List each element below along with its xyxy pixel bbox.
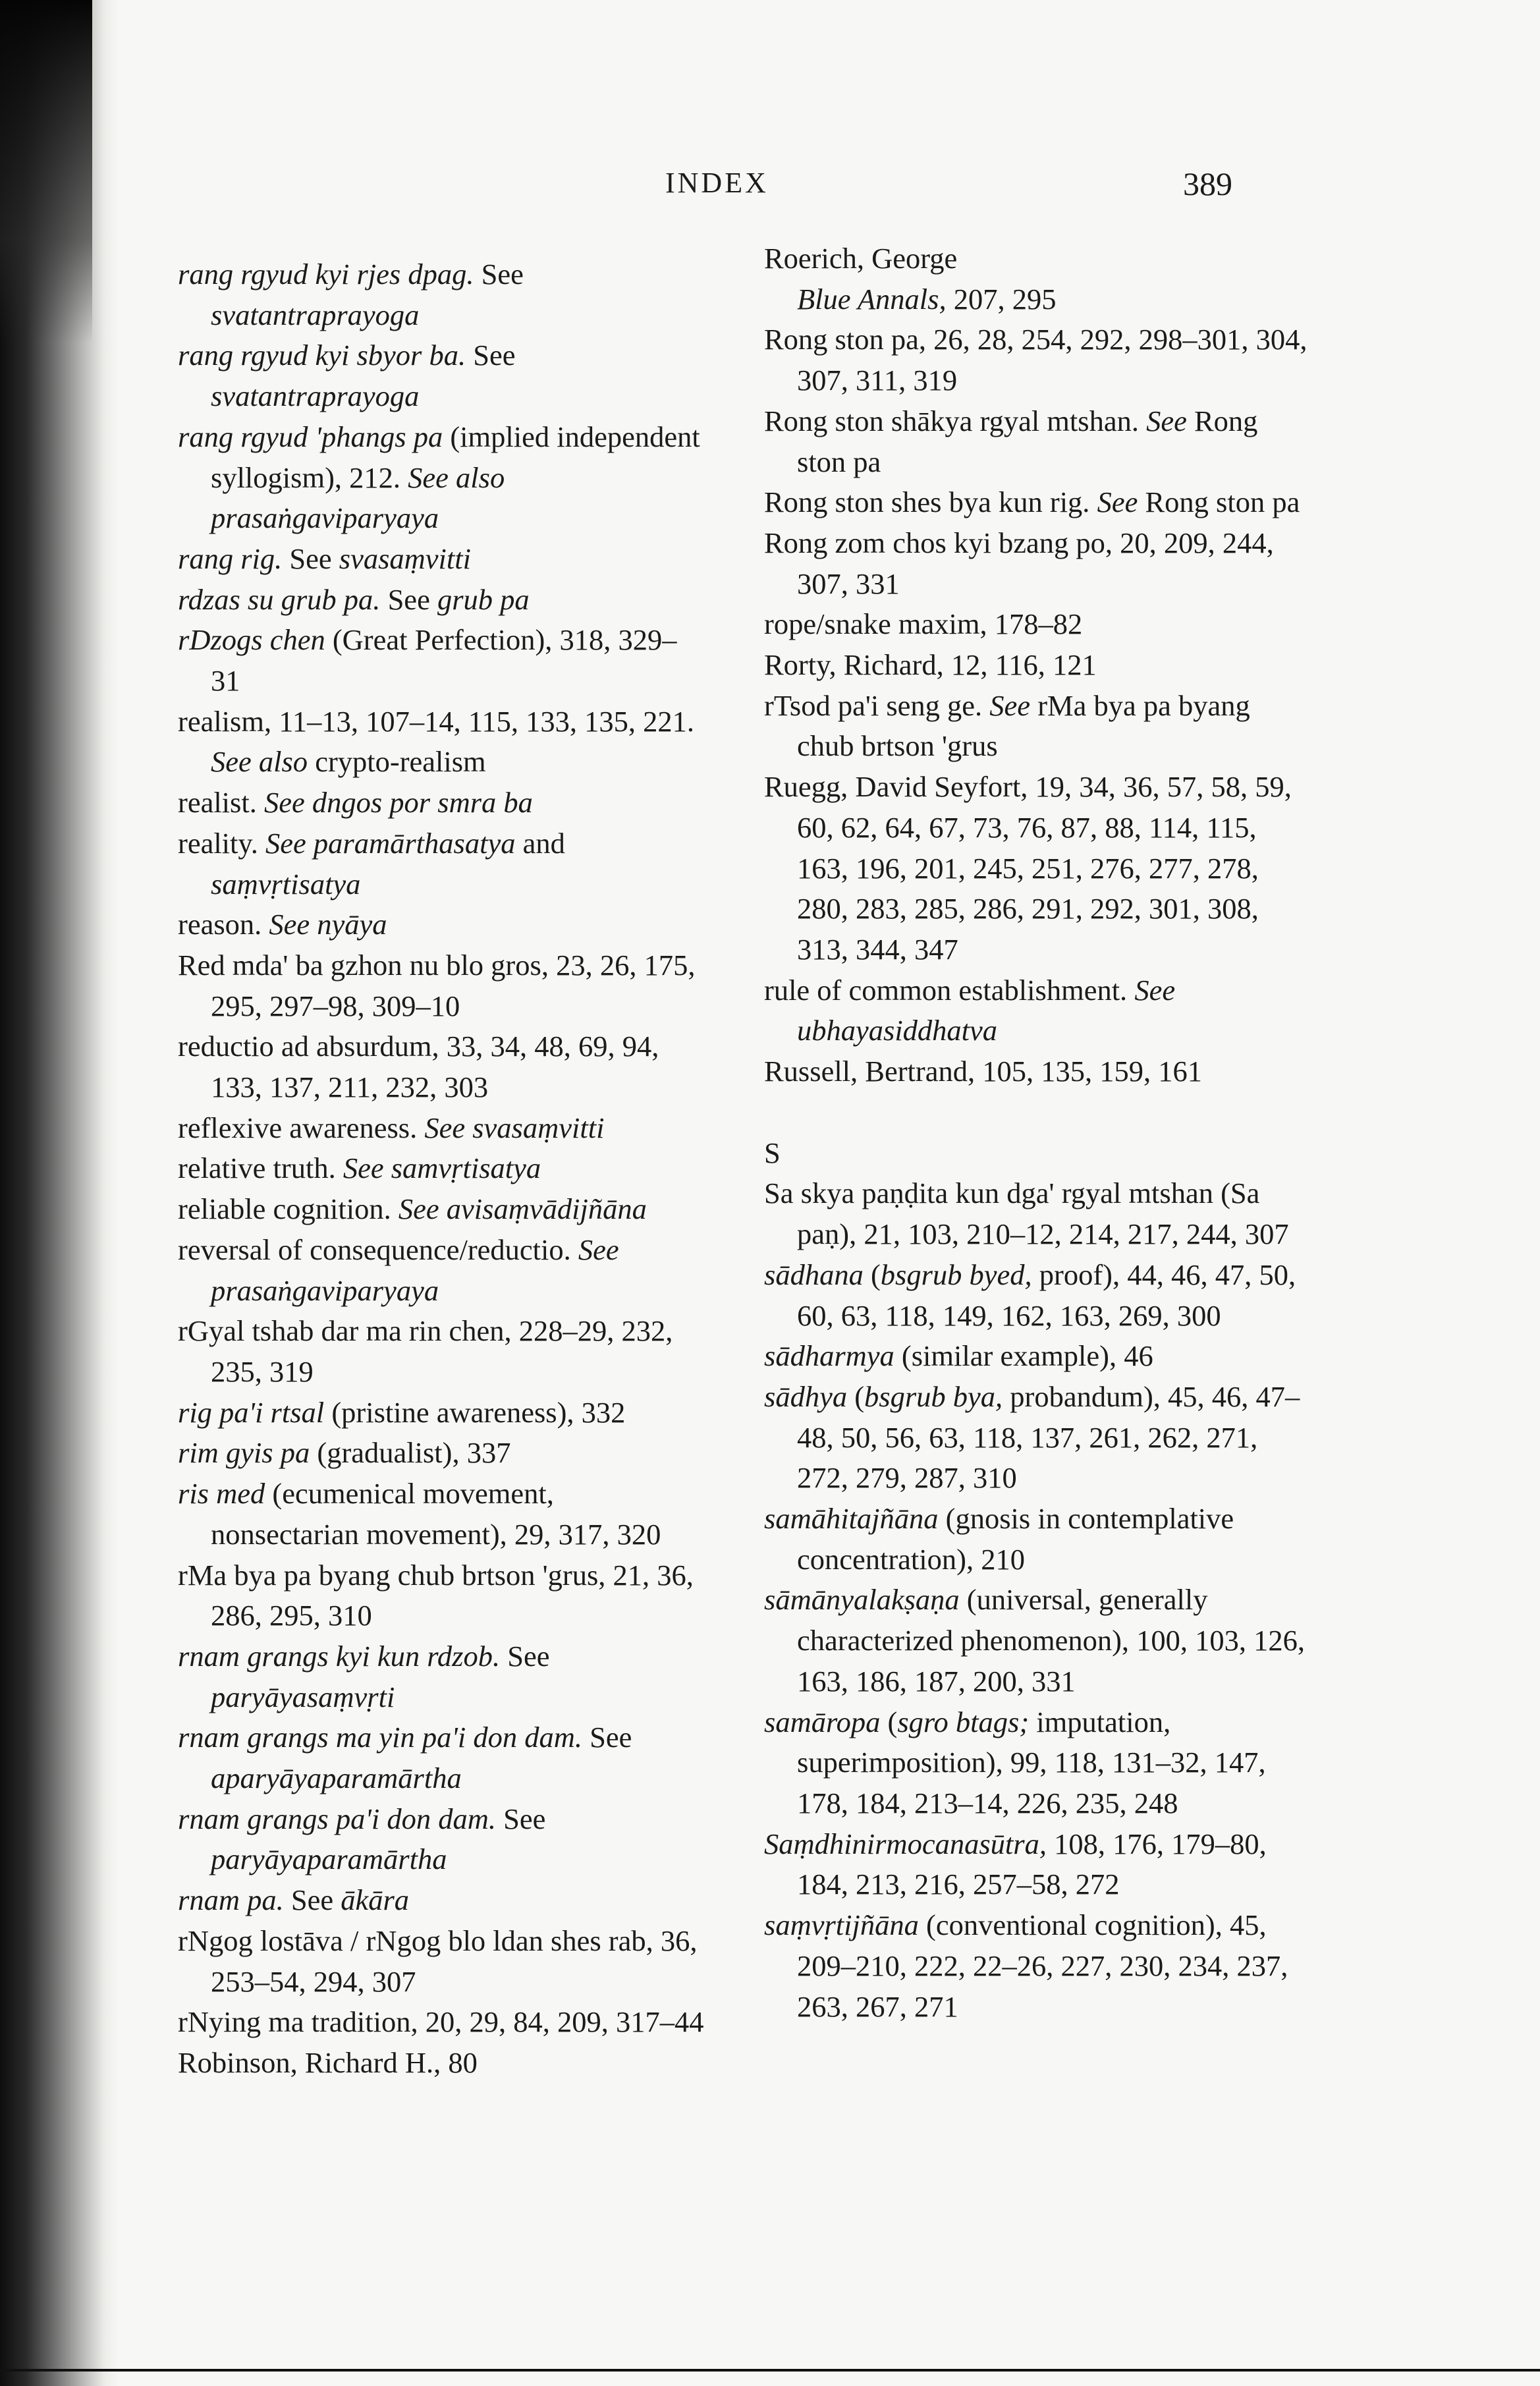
page-bottom-edge bbox=[0, 2369, 1540, 2372]
index-entry bbox=[178, 1433, 705, 1474]
entry-text: rope/snake maxim, 178–82 bbox=[764, 607, 1083, 641]
entry-text: rNying ma tradition, 20, 29, 84, 209, 317–44 bbox=[178, 2005, 704, 2039]
entry-italic-text: paryāyasaṃvṛti bbox=[211, 1680, 395, 1713]
entry-text: ( bbox=[847, 1379, 865, 1413]
entry-text: realism, 11–13, 107–14, 115, 133, 135, 221. bbox=[178, 704, 695, 738]
running-title: INDEX bbox=[665, 167, 769, 199]
index-entry bbox=[764, 482, 1311, 523]
entry-text: See bbox=[466, 339, 516, 372]
entry-italic-text: samāropa bbox=[764, 1705, 881, 1738]
entry-italic-text: Saṃdhinirmocanasūtra, bbox=[764, 1827, 1047, 1860]
entry-italic-text: See bbox=[1097, 486, 1138, 519]
index-entry bbox=[764, 1173, 1311, 1254]
index-entry bbox=[178, 945, 705, 1026]
entry-italic-text: See bbox=[1146, 404, 1187, 437]
entry-italic-text: saṃvṛtijñāna bbox=[764, 1908, 919, 1942]
entry-text: Rong ston pa, 26, 28, 254, 292, 298–301, 304, 307, 311, 319 bbox=[764, 323, 1307, 397]
entry-text: Sa skya paṇḍita kun dga' rgyal mtshan (Sa paṇ), 21, 103, 210–12, 214, 217, 244, 307 bbox=[764, 1177, 1289, 1251]
entry-italic-text: bsgrub bya, bbox=[864, 1379, 1003, 1413]
index-entry bbox=[764, 523, 1311, 604]
index-entry bbox=[764, 1336, 1311, 1377]
entry-text: Robinson, Richard H., 80 bbox=[178, 2045, 478, 2079]
index-entry bbox=[178, 1636, 705, 1717]
entry-italic-text: rnam grangs pa'i don dam. bbox=[178, 1802, 496, 1835]
entry-text: reductio ad absurdum, 33, 34, 48, 69, 94, 133, 137, 211, 232, 303 bbox=[178, 1030, 659, 1104]
entry-text: reality. bbox=[178, 826, 266, 860]
index-entry bbox=[178, 1230, 705, 1311]
index-entry bbox=[178, 823, 705, 904]
running-head bbox=[0, 166, 1540, 212]
entry-text: Ruegg, David Seyfort, 19, 34, 36, 57, 58, 59, 60, 62, 64, 67, 73, 76, 87, 88, 114, 115, 163, 196, 201, 245, 251, 276, 277, 278, 280, 283, 285, 286, 291, 292, 301, 308, 313, 344, 347 bbox=[764, 770, 1292, 966]
entry-text: (similar example), 46 bbox=[894, 1339, 1153, 1373]
index-entry bbox=[764, 970, 1311, 1051]
entry-text: (gradualist), 337 bbox=[310, 1436, 511, 1470]
entry-italic-text: See ubhayasiddhatva bbox=[797, 973, 1176, 1047]
entry-italic-text: See prasaṅgaviparyaya bbox=[211, 1233, 619, 1307]
index-entry bbox=[764, 1824, 1311, 1905]
entry-text: rGyal tshab dar ma rin chen, 228–29, 232, 235, 319 bbox=[178, 1314, 673, 1388]
entry-text: rule of common establishment. bbox=[764, 973, 1135, 1007]
index-entry bbox=[178, 1108, 705, 1149]
index-entry bbox=[178, 1474, 705, 1555]
entry-italic-text: sādhya bbox=[764, 1379, 848, 1413]
index-entry bbox=[178, 417, 705, 539]
entry-text: proof), 44, 46, 47, 50, 60, 63, 118, 149, 162, 163, 269, 300 bbox=[797, 1258, 1296, 1332]
index-entry bbox=[764, 1580, 1311, 1702]
entry-italic-text: rnam pa. bbox=[178, 1883, 284, 1917]
entry-italic-text: rang rgyud kyi rjes dpag. bbox=[178, 258, 474, 291]
entry-text: rNgog lostāva / rNgog blo ldan shes rab, 36, 253–54, 294, 307 bbox=[178, 1924, 698, 1998]
index-entry bbox=[178, 539, 705, 580]
index-entry bbox=[178, 1921, 705, 2002]
index-entry bbox=[178, 1148, 705, 1189]
entry-text: (pristine awareness), 332 bbox=[324, 1395, 626, 1429]
entry-text: imputation, superimposition), 99, 118, 131–32, 147, 178, 184, 213–14, 226, 235, 248 bbox=[797, 1705, 1266, 1819]
index-entries-r bbox=[764, 238, 1311, 1092]
index-entry bbox=[764, 319, 1311, 401]
entry-italic-text: rnam grangs kyi kun rdzob. bbox=[178, 1639, 501, 1673]
entry-text: Red mda' ba gzhon nu blo gros, 23, 26, 175, 295, 297–98, 309–10 bbox=[178, 948, 696, 1022]
entry-text: Rong ston shākya rgyal mtshan. bbox=[764, 404, 1147, 437]
entry-italic-text: sāmānyalakṣaṇa bbox=[764, 1583, 960, 1617]
entry-text: See bbox=[495, 1802, 546, 1835]
book-spine-shadow bbox=[0, 0, 119, 2386]
entry-italic-text: See also bbox=[211, 745, 308, 779]
entry-text: and bbox=[515, 826, 565, 860]
index-entry bbox=[764, 645, 1311, 686]
entry-text: (gnosis in contemplative concentration), 210 bbox=[797, 1502, 1234, 1576]
entry-text: See bbox=[500, 1639, 550, 1673]
index-entry bbox=[178, 254, 705, 335]
entry-text: relative truth. bbox=[178, 1151, 343, 1185]
index-entry bbox=[178, 1393, 705, 1433]
index-entry bbox=[178, 620, 705, 701]
entry-text: See bbox=[283, 1883, 341, 1917]
index-entry bbox=[178, 1880, 705, 1921]
entry-italic-text: svasaṃvitti bbox=[339, 541, 471, 575]
index-entry bbox=[764, 1377, 1311, 1499]
entry-text: crypto-realism bbox=[308, 745, 486, 779]
section-letter-s: S bbox=[764, 1136, 781, 1169]
index-entry bbox=[178, 904, 705, 945]
entry-italic-text: rang rig. bbox=[178, 541, 283, 575]
entry-italic-text: rang rgyud 'phangs pa bbox=[178, 420, 443, 453]
entry-italic-text: ris med bbox=[178, 1477, 265, 1511]
entry-text: See bbox=[474, 258, 524, 291]
index-entry bbox=[764, 1499, 1311, 1580]
index-entry bbox=[178, 783, 705, 823]
index-entry bbox=[764, 767, 1311, 970]
index-entries-s bbox=[764, 1173, 1311, 2027]
entry-text: See bbox=[380, 582, 437, 616]
index-entry bbox=[764, 1051, 1311, 1092]
index-entry bbox=[178, 1717, 705, 1798]
entry-italic-text: sgro btags; bbox=[897, 1705, 1030, 1738]
entry-text: (ecumenical movement, nonsectarian movement), 29, 317, 320 bbox=[211, 1477, 661, 1551]
index-entry bbox=[764, 686, 1311, 767]
entry-italic-text: paryāyaparamārtha bbox=[211, 1843, 447, 1876]
entry-italic-text: rdzas su grub pa. bbox=[178, 582, 381, 616]
entry-text: reliable cognition. bbox=[178, 1192, 399, 1226]
entry-text: Russell, Bertrand, 105, 135, 159, 161 bbox=[764, 1055, 1202, 1088]
entry-italic-text: samāhitajñāna bbox=[764, 1502, 939, 1536]
entry-italic-text: See bbox=[989, 688, 1031, 722]
entry-text: (Great Perfection), 318, 329–31 bbox=[211, 623, 677, 698]
index-entry bbox=[764, 279, 1311, 320]
entry-italic-text: rDzogs chen bbox=[178, 623, 325, 657]
entry-italic-text: sādharmya bbox=[764, 1339, 894, 1373]
index-entry bbox=[178, 1555, 705, 1636]
index-entry bbox=[178, 702, 705, 783]
entry-italic-text: ākāra bbox=[341, 1883, 410, 1917]
entry-italic-text: See dngos por smra ba bbox=[263, 786, 533, 819]
entry-text: ( bbox=[863, 1258, 881, 1291]
entry-italic-text: See paramārthasatya bbox=[265, 826, 516, 860]
index-entry bbox=[764, 238, 1311, 279]
entry-text: reversal of consequence/reductio. bbox=[178, 1233, 578, 1266]
entry-text: probandum), 45, 46, 47–48, 50, 56, 63, 118, 137, 261, 262, 271, 272, 279, 287, 310 bbox=[797, 1379, 1300, 1495]
entry-italic-text: See also prasaṅgaviparyaya bbox=[211, 460, 505, 535]
entry-text: reason. bbox=[178, 908, 269, 941]
index-entry bbox=[764, 401, 1311, 482]
entry-text: realist. bbox=[178, 786, 264, 819]
entry-text: (conventional cognition), 45, 209–210, 222, 22–26, 227, 230, 234, 237, 263, 267, 271 bbox=[797, 1908, 1288, 2023]
entry-text: rMa bya pa byang chub brtson 'grus bbox=[797, 688, 1250, 763]
index-column-right bbox=[764, 238, 1311, 2027]
entry-text: rMa bya pa byang chub brtson 'grus, 21, 36, 286, 295, 310 bbox=[178, 1558, 694, 1632]
entry-italic-text: rnam grangs ma yin pa'i don dam. bbox=[178, 1721, 582, 1754]
index-column-left bbox=[178, 254, 705, 2084]
entry-italic-text: rim gyis pa bbox=[178, 1436, 310, 1470]
entry-text: Rong zom chos kyi bzang po, 20, 209, 244, 307, 331 bbox=[764, 526, 1274, 600]
entry-text: 207, 295 bbox=[946, 282, 1057, 316]
entry-italic-text: rang rgyud kyi sbyor ba. bbox=[178, 339, 466, 372]
entry-italic-text: saṃvṛtisatya bbox=[211, 867, 361, 901]
entry-italic-text: sādhana bbox=[764, 1258, 864, 1291]
page-number: 389 bbox=[1183, 165, 1232, 202]
index-entry bbox=[178, 580, 705, 621]
index-entry bbox=[178, 2043, 705, 2084]
entry-italic-text: See svasaṃvitti bbox=[424, 1111, 605, 1144]
index-entry bbox=[764, 1905, 1311, 2027]
index-entry bbox=[178, 335, 705, 416]
entry-italic-text: See samvṛtisatya bbox=[343, 1151, 541, 1185]
entry-italic-text: svatantraprayoga bbox=[211, 298, 420, 331]
entry-italic-text: svatantraprayoga bbox=[211, 379, 420, 413]
index-entry bbox=[764, 1255, 1311, 1336]
entry-italic-text: See nyāya bbox=[269, 908, 387, 941]
entry-text: Rorty, Richard, 12, 116, 121 bbox=[764, 648, 1097, 682]
entry-italic-text: aparyāyaparamārtha bbox=[211, 1762, 462, 1795]
index-entry bbox=[178, 1189, 705, 1230]
entry-text: (universal, generally characterized phenomenon), 100, 103, 126, 163, 186, 187, 200, 331 bbox=[797, 1583, 1306, 1698]
entry-text: (implied independent syllogism), 212. bbox=[211, 420, 700, 494]
entry-text: See bbox=[282, 541, 339, 575]
entry-italic-text: bsgrub byed, bbox=[880, 1258, 1032, 1291]
entry-italic-text: See avisaṃvādijñāna bbox=[398, 1192, 647, 1226]
index-entry bbox=[178, 1311, 705, 1392]
entry-text: reflexive awareness. bbox=[178, 1111, 425, 1144]
index-entry bbox=[764, 1702, 1311, 1824]
entry-italic-text: Blue Annals, bbox=[797, 282, 947, 316]
entry-italic-text: rig pa'i rtsal bbox=[178, 1395, 325, 1429]
entry-text: ( bbox=[880, 1705, 898, 1738]
index-entry bbox=[178, 2002, 705, 2043]
entry-text: Rong ston shes bya kun rig. bbox=[764, 486, 1097, 519]
entry-text: Roerich, George bbox=[764, 242, 958, 275]
entry-text: Rong ston pa bbox=[797, 404, 1258, 478]
index-entry bbox=[178, 1799, 705, 1880]
entry-text: rTsod pa'i seng ge. bbox=[764, 688, 990, 722]
entry-text: See bbox=[582, 1721, 632, 1754]
index-entry bbox=[764, 604, 1311, 645]
index-entry bbox=[178, 1026, 705, 1107]
entry-text: 108, 176, 179–80, 184, 213, 216, 257–58, 272 bbox=[797, 1827, 1267, 1901]
entry-italic-text: grub pa bbox=[437, 582, 530, 616]
entry-text: Rong ston pa bbox=[1138, 486, 1300, 519]
